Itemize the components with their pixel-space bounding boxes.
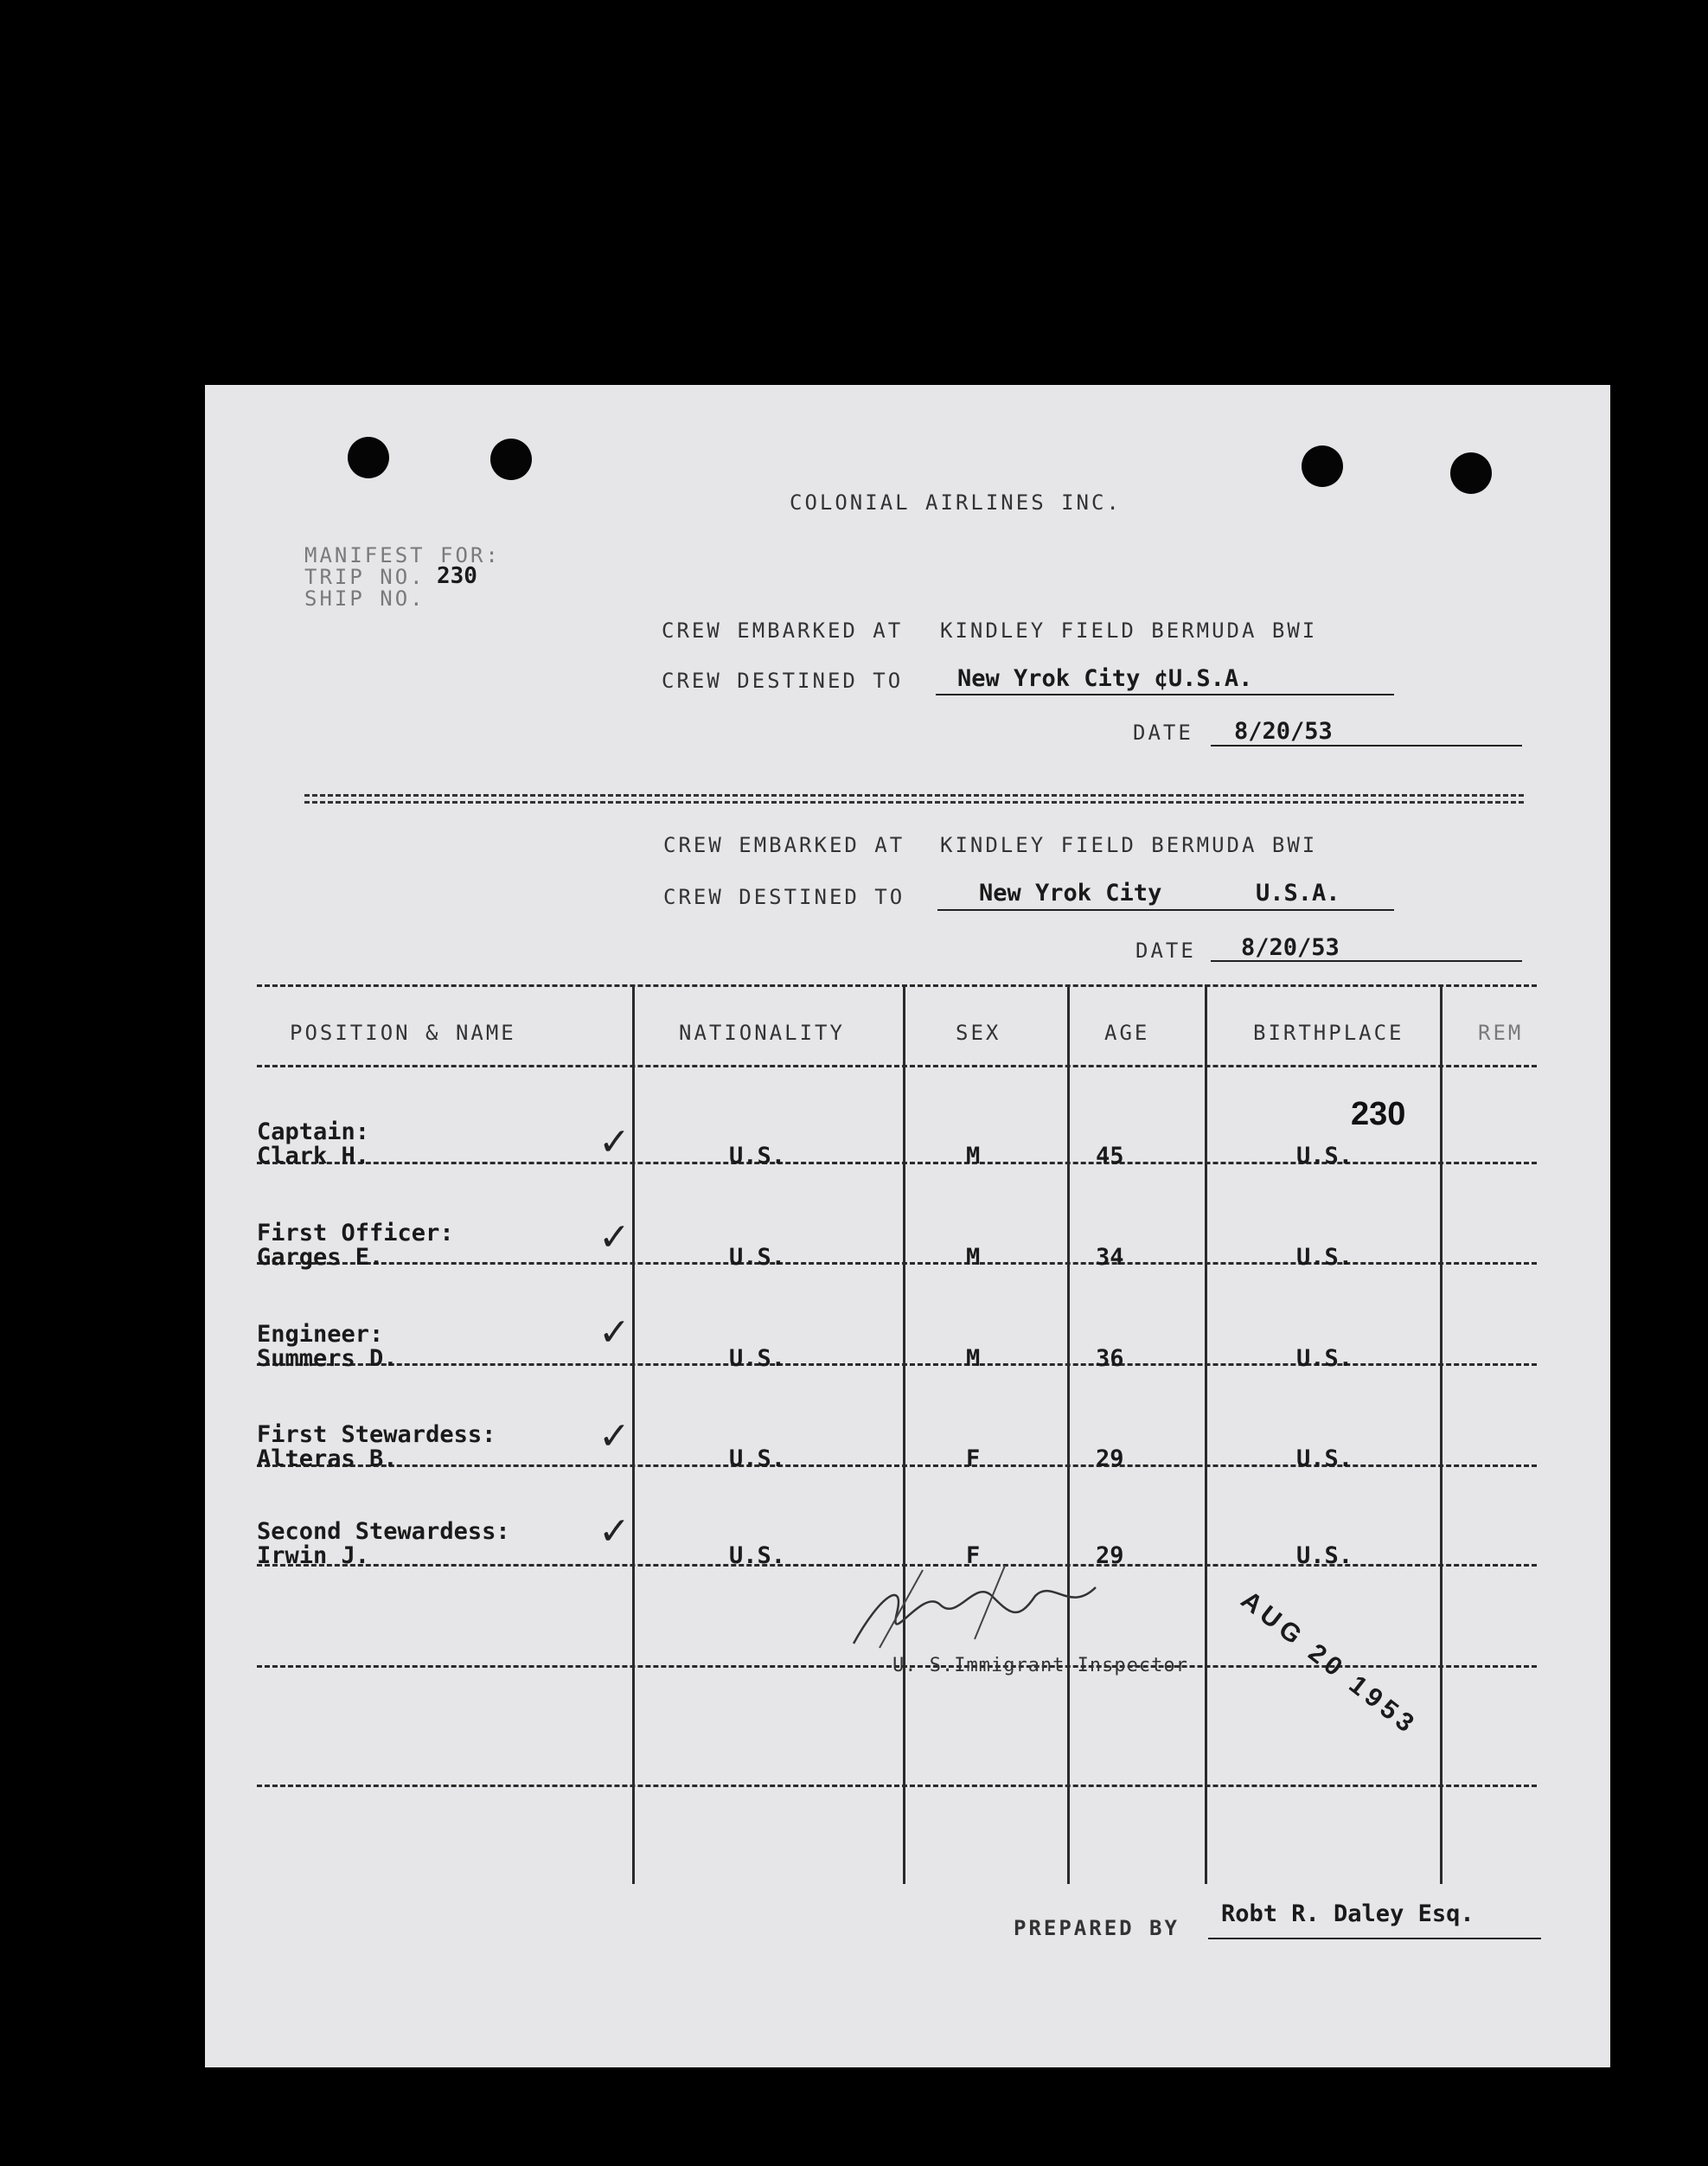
date-underline-1 xyxy=(1211,745,1522,747)
row-3-nationality: U.S. xyxy=(729,1345,786,1372)
row-2-name: Garges E. xyxy=(257,1244,384,1271)
date-value-2: 8/20/53 xyxy=(1241,934,1340,961)
prepared-by-underline xyxy=(1208,1938,1541,1939)
column-divider xyxy=(903,984,905,1884)
row-2-birthplace: U.S. xyxy=(1296,1244,1353,1271)
row-5-birthplace: U.S. xyxy=(1296,1542,1353,1569)
row-5-nationality: U.S. xyxy=(729,1542,786,1569)
date-value-1: 8/20/53 xyxy=(1234,718,1333,745)
row-4-position: First Stewardess: xyxy=(257,1421,496,1448)
row-5-name: Irwin J. xyxy=(257,1542,370,1569)
row-1-sex: M xyxy=(966,1143,981,1170)
row-1-position: Captain: xyxy=(257,1118,370,1145)
check-mark-icon: ✓ xyxy=(598,1414,630,1458)
check-mark-icon: ✓ xyxy=(598,1120,630,1164)
row-3-sex: M xyxy=(966,1345,981,1372)
manifest-for-label: MANIFEST FOR: xyxy=(304,543,501,567)
header-sex: SEX xyxy=(956,1021,1001,1045)
header-nationality: NATIONALITY xyxy=(679,1021,845,1045)
section-divider xyxy=(304,801,1524,804)
embarked-label-1: CREW EMBARKED AT xyxy=(662,618,904,643)
punch-hole xyxy=(1302,445,1343,487)
row-3-age: 36 xyxy=(1096,1345,1124,1372)
punch-hole xyxy=(348,437,389,478)
destined-country-2: U.S.A. xyxy=(1256,880,1340,907)
embarked-value-1: KINDLEY FIELD BERMUDA BWI xyxy=(940,618,1318,643)
column-divider xyxy=(632,984,635,1884)
destined-underline-2 xyxy=(937,909,1394,911)
row-2-age: 34 xyxy=(1096,1244,1124,1271)
row-4-sex: F xyxy=(966,1445,981,1472)
trip-no-value: 230 xyxy=(437,563,477,589)
table-row-rule xyxy=(257,1785,1537,1787)
inspector-signature xyxy=(845,1561,1122,1657)
prepared-by-label: PREPARED BY xyxy=(1014,1916,1180,1940)
prepared-by-value: Robt R. Daley Esq. xyxy=(1221,1900,1475,1927)
row-3-position: Engineer: xyxy=(257,1321,384,1348)
row-5-age: 29 xyxy=(1096,1542,1124,1569)
header-age: AGE xyxy=(1104,1021,1150,1045)
row-5-position: Second Stewardess: xyxy=(257,1518,510,1545)
table-header-rule xyxy=(257,1065,1537,1067)
table-top-rule xyxy=(257,984,1537,987)
header-birthplace: BIRTHPLACE xyxy=(1253,1021,1404,1045)
row-2-position: First Officer: xyxy=(257,1220,454,1246)
row-1-name: Clark H. xyxy=(257,1143,370,1170)
row-3-name: Summers D. xyxy=(257,1345,398,1372)
row-1-nationality: U.S. xyxy=(729,1143,786,1170)
company-title: COLONIAL AIRLINES INC. xyxy=(790,490,1122,515)
date-label-1: DATE xyxy=(1133,721,1193,745)
row-4-birthplace: U.S. xyxy=(1296,1445,1353,1472)
date-stamp: AUG 20 1953 xyxy=(1235,1586,1423,1741)
embarked-value-2: KINDLEY FIELD BERMUDA BWI xyxy=(940,833,1318,857)
column-divider xyxy=(1205,984,1207,1884)
header-position-name: POSITION & NAME xyxy=(290,1021,516,1045)
date-label-2: DATE xyxy=(1135,939,1196,963)
date-underline-2 xyxy=(1211,960,1522,962)
destined-label-2: CREW DESTINED TO xyxy=(663,885,905,909)
row-3-birthplace: U.S. xyxy=(1296,1345,1353,1372)
row-4-name: Alteras B. xyxy=(257,1445,398,1472)
ship-no-label: SHIP NO. xyxy=(304,586,425,611)
check-mark-icon: ✓ xyxy=(598,1215,630,1259)
manifest-sheet xyxy=(205,385,1610,2067)
trip-no-label: TRIP NO. xyxy=(304,565,425,589)
column-divider xyxy=(1067,984,1070,1884)
inspector-title: U. S.Immigrant Inspector xyxy=(892,1655,1188,1676)
row-4-nationality: U.S. xyxy=(729,1445,786,1472)
check-mark-icon: ✓ xyxy=(598,1509,630,1554)
destined-city-2: New Yrok City xyxy=(979,880,1162,907)
row-4-age: 29 xyxy=(1096,1445,1124,1472)
stamped-number: 230 xyxy=(1351,1096,1406,1132)
embarked-label-2: CREW EMBARKED AT xyxy=(663,833,905,857)
destined-underline-1 xyxy=(936,694,1394,695)
row-5-sex: F xyxy=(966,1542,981,1569)
destined-value-1: New Yrok City ¢U.S.A. xyxy=(957,665,1253,692)
header-remarks: REM xyxy=(1478,1021,1524,1045)
section-divider xyxy=(304,794,1524,797)
check-mark-icon: ✓ xyxy=(598,1310,630,1355)
row-2-nationality: U.S. xyxy=(729,1244,786,1271)
punch-hole xyxy=(490,439,532,480)
row-1-age: 45 xyxy=(1096,1143,1124,1170)
row-2-sex: M xyxy=(966,1244,981,1271)
punch-hole xyxy=(1450,452,1492,494)
column-divider xyxy=(1440,984,1443,1884)
destined-label-1: CREW DESTINED TO xyxy=(662,669,904,693)
row-1-birthplace: U.S. xyxy=(1296,1143,1353,1170)
